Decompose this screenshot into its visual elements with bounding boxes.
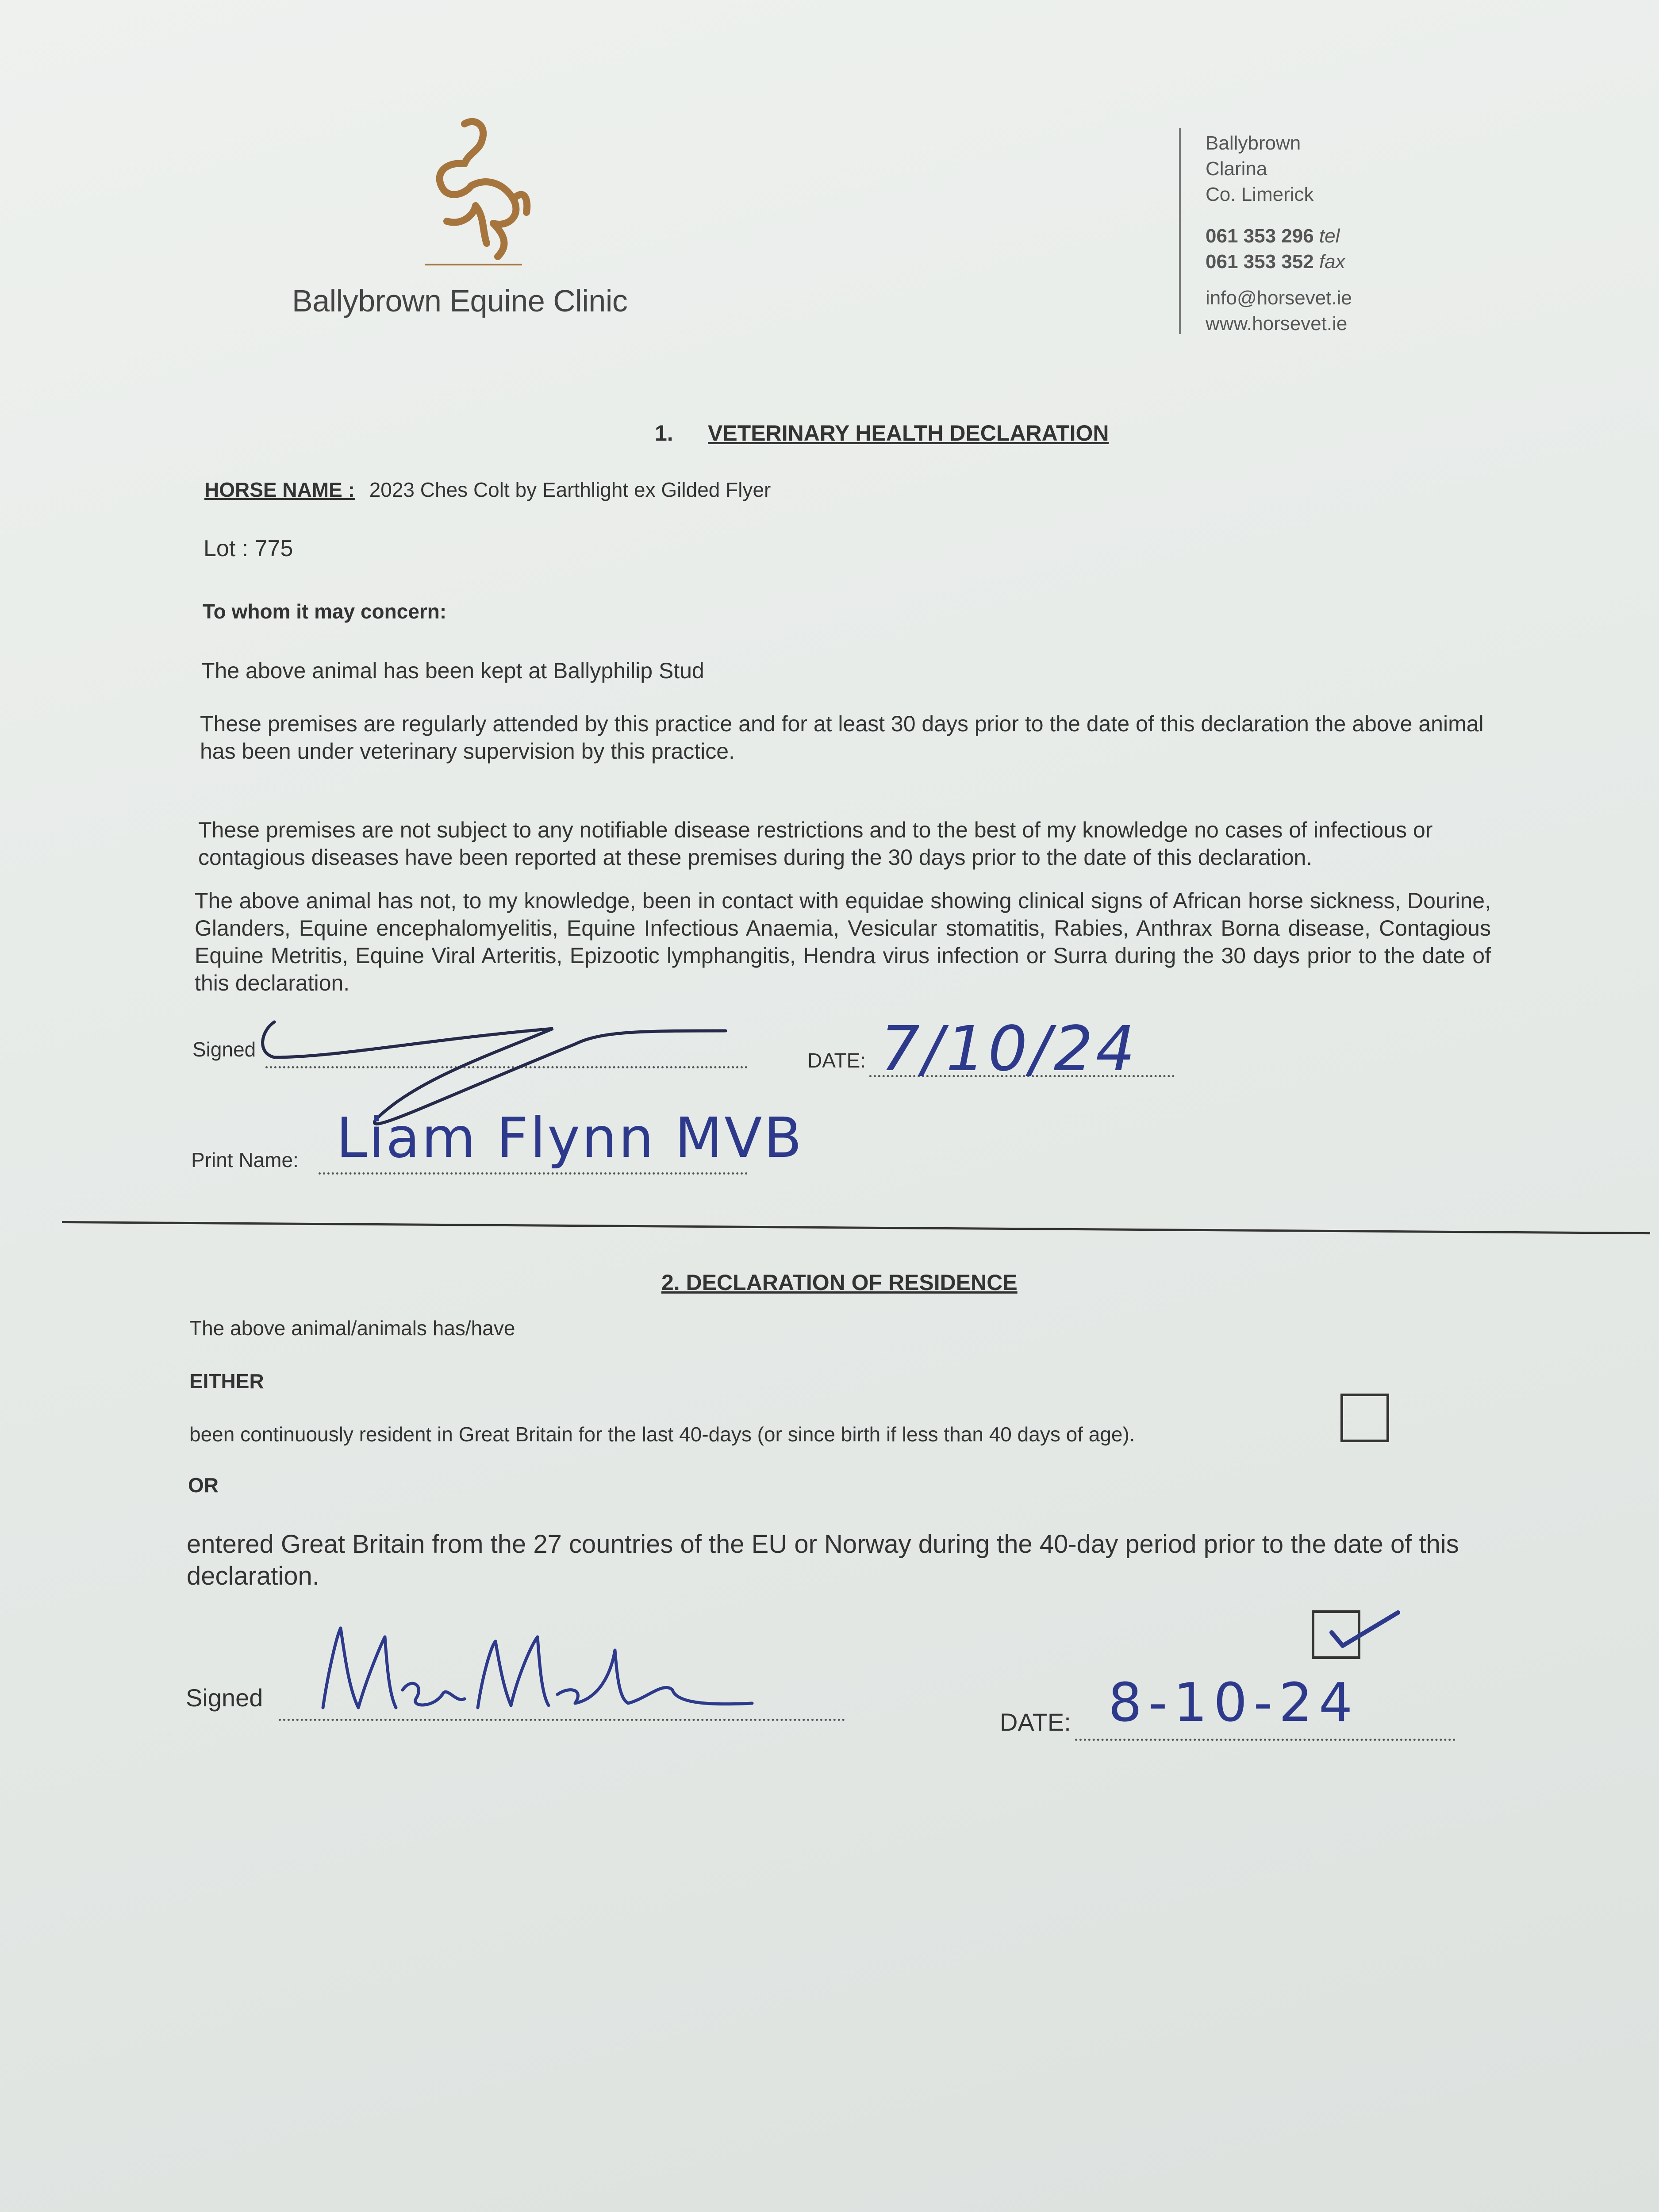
owner-signature-image (310, 1610, 774, 1725)
salutation: To whom it may concern: (203, 600, 447, 623)
residence-intro: The above animal/animals has/have (189, 1317, 515, 1340)
horse-name-value: 2023 Ches Colt by Earthlight ex Gilded Flyer (369, 478, 771, 501)
clinic-website: www.horsevet.ie (1206, 313, 1348, 334)
tel-number: 061 353 296 (1206, 225, 1314, 247)
section2-title: 2. DECLARATION OF RESIDENCE (661, 1270, 1018, 1295)
or-label: OR (188, 1474, 219, 1497)
print-name-value: Liam Flynn MVB (336, 1106, 804, 1170)
lot-number: Lot : 775 (204, 536, 293, 561)
vet-date-value: 7/10/24 (880, 1013, 1138, 1085)
clinic-email: info@horsevet.ie (1206, 287, 1352, 309)
vet-signed-label: Signed (192, 1038, 256, 1061)
disease-restrictions-paragraph: These premises are not subject to any notifiable disease restrictions and to the best of my knowledge no cases of infectious or contagious diseases have been reported at these premises during the 30 days prior to the date of this declaration. (198, 818, 1433, 870)
header-divider (1179, 128, 1181, 334)
option2-text: entered Great Britain from the 27 countries of the EU or Norway during the 40-day period prior to the date of this declaration. (187, 1530, 1459, 1590)
address-line-2: Clarina (1206, 158, 1267, 180)
option1-checkbox[interactable] (1340, 1394, 1389, 1442)
clinic-phone (1206, 223, 1345, 275)
owner-signed-label: Signed (186, 1684, 263, 1712)
section1-number: 1. (655, 421, 673, 445)
kept-at-paragraph: The above animal has been kept at Ballyphilip Stud (201, 658, 704, 683)
horse-name-label: HORSE NAME : (204, 478, 355, 501)
owner-date-value: 8-10-24 (1108, 1672, 1359, 1734)
supervision-paragraph: These premises are regularly attended by this practice and for at least 30 days prior to the date of this declaration the above animal has been under veterinary supervision by this practice. (200, 711, 1484, 764)
vet-date-label: DATE: (807, 1049, 866, 1072)
clinic-address (1206, 131, 1314, 207)
owner-date-label: DATE: (1000, 1708, 1071, 1736)
print-name-label: Print Name: (191, 1148, 299, 1171)
address-line-1: Ballybrown (1206, 132, 1301, 154)
option1-text: been continuously resident in Great Britain for the last 40-days (or since birth if less than 40 days of age). (189, 1423, 1135, 1446)
section-divider (62, 1221, 1650, 1234)
address-line-3: Co. Limerick (1206, 184, 1314, 205)
horse-logo-icon (398, 111, 549, 274)
either-label: EITHER (189, 1370, 264, 1393)
section1-title: VETERINARY HEALTH DECLARATION (708, 421, 1109, 445)
contact-declaration-paragraph: The above animal has not, to my knowledge, been in contact with equidae showing clinical signs of African horse sickness, Dourine, Glanders, Equine encephalomyelitis, Equine Infectious Anaemia, Vesicular stomatitis, Rabies, Anthrax Borna disease, Contagious Equine Metritis, Equine Viral Arteritis, Epizootic lymphangitis, Hendra virus infection or Surra during the 30 days prior to the date of this declaration. (195, 888, 1491, 995)
fax-number: 061 353 352 (1206, 251, 1314, 273)
clinic-contact (1206, 285, 1352, 337)
checkmark-icon (1323, 1601, 1407, 1659)
tel-label: tel (1319, 225, 1340, 247)
fax-label: fax (1319, 251, 1345, 273)
clinic-name: Ballybrown Equine Clinic (292, 284, 628, 318)
